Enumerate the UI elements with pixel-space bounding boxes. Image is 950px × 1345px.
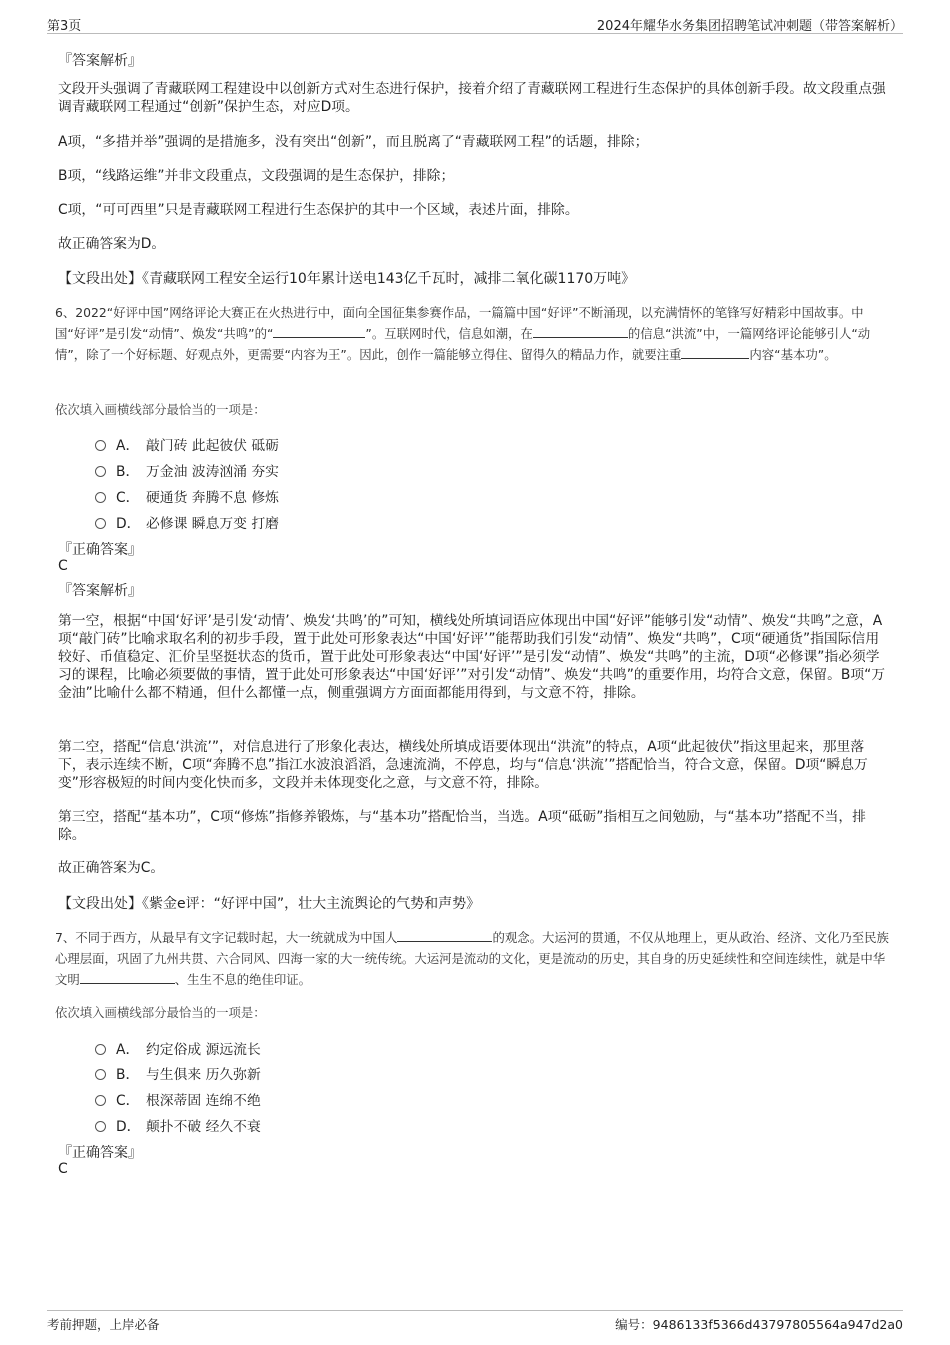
- question-6-instruction: 依次填入画横线部分最恰当的一项是：: [55, 402, 266, 417]
- radio-icon[interactable]: [95, 1095, 106, 1106]
- correct-answer: C: [58, 558, 68, 574]
- analysis-paragraph: 第三空，搭配“基本功”，C项“修炼”指修养锻炼，与“基本功”搭配恰当，当选。A项“砥砺”指相互之间勉励，与“基本功”搭配不当，排除。: [58, 809, 866, 843]
- q7-option-a[interactable]: A． 约定俗成 源远流长: [95, 1038, 261, 1058]
- analysis-label: 『答案解析』: [58, 583, 142, 599]
- document-id: 编号：9486133f5366d43797805564a947d2a0: [615, 1317, 903, 1332]
- analysis-paragraph: A项，“多措并举”强调的是措施多，没有突出“创新”，而且脱离了“青藏联网工程”的话题，排除；: [58, 134, 649, 150]
- q7-option-d[interactable]: D． 颠扑不破 经久不衰: [95, 1115, 261, 1135]
- analysis-paragraph: 第一空，根据“中国‘好评’是引发‘动情’、焕发‘共鸣’的”可知，横线处所填词语应体现出中国“好评”能够引发“动情”、焕发“共鸣”之意，A项“敲门砖”比喻求取名利的初步手段，置于此处可形象表达“中国‘好评’”能帮助我们引发“动情”、焕发“共鸣”，C项“硬通货”指国际信用较好、币值稳定、汇价呈坚挺状态的货币，置于此处可形象表达“中国‘好评’”是引发“动情”、焕发“共鸣”的主流，D项“必修课”指必须学习的课程，比喻必须要做的事情，置于此处可形象表达“中国‘好评’”对引发“动情”、焕发“共鸣”的重要作用，均符合文意，保留。B项“万金油”比喻什么都不精通，但什么都懂一点，侧重强调方方面面都能用得到，与文意不符，排除。: [58, 613, 886, 701]
- page-header: [47, 13, 903, 34]
- footer-slogan: 考前押题，上岸必备: [47, 1317, 160, 1332]
- document-title: 2024年耀华水务集团招聘笔试冲刺题（带答案解析）: [596, 19, 903, 34]
- radio-icon[interactable]: [95, 1044, 106, 1055]
- radio-icon[interactable]: [95, 492, 106, 503]
- source-citation: 【文段出处】《青藏联网工程安全运行10年累计送电143亿千瓦时，减排二氧化碳1170万吨》: [58, 271, 636, 287]
- q7-option-b[interactable]: B． 与生俱来 历久弥新: [95, 1063, 261, 1083]
- question-7-instruction: 依次填入画横线部分最恰当的一项是：: [55, 1005, 266, 1020]
- radio-icon[interactable]: [95, 466, 106, 477]
- radio-icon[interactable]: [95, 1069, 106, 1080]
- q6-option-a[interactable]: A． 敲门砖 此起彼伏 砥砺: [95, 434, 279, 454]
- correct-answer: C: [58, 1161, 68, 1177]
- q7-option-c[interactable]: C． 根深蒂固 连绵不绝: [95, 1089, 261, 1109]
- radio-icon[interactable]: [95, 440, 106, 451]
- source-citation: 【文段出处】《紫金e评：“好评中国”，壮大主流舆论的气势和声势》: [58, 896, 481, 912]
- analysis-paragraph: 文段开头强调了青藏联网工程建设中以创新方式对生态进行保护，接着介绍了青藏联网工程进行生态保护的具体创新手段。故文段重点强调青藏联网工程通过“创新”保护生态，对应D项。: [58, 81, 886, 115]
- analysis-paragraph: 故正确答案为D。: [58, 236, 166, 252]
- analysis-label: 『答案解析』: [58, 53, 142, 69]
- page-footer: [47, 1310, 903, 1333]
- analysis-paragraph: 故正确答案为C。: [58, 860, 165, 876]
- question-6-text: 6、2022“好评中国”网络评论大赛正在火热进行中，面向全国征集参赛作品，一篇篇中国“好评”不断涌现，以充满情怀的笔锋写好精彩中国故事。中国“好评”是引发“动情”、焕发“共鸣”的“ ”。互联网时代，信息如潮，在 的信息“洪流”中，一篇网络评论能够引人“动情”，除了一个好标题、好观点外，更需要“内容为王”。因此，创作一篇能够立得住、留得久的精品力作，就要注重 内容“基本功”。: [55, 305, 871, 362]
- analysis-paragraph: 第二空，搭配“信息‘洪流’”，对信息进行了形象化表达，横线处所填成语要体现出“洪流”的特点，A项“此起彼伏”指这里起来，那里落下，表示连续不断，C项“奔腾不息”指江水波浪滔滔，急速流淌，不停息，均与“信息‘洪流’”搭配恰当，符合文意，保留。D项“瞬息万变”形容极短的时间内变化快而多，文段并未体现变化之意，与文意不符，排除。: [58, 739, 868, 791]
- q6-option-c[interactable]: C． 硬通货 奔腾不息 修炼: [95, 486, 279, 506]
- page-number: 第3页: [47, 19, 82, 34]
- correct-answer-label: 『正确答案』: [58, 542, 142, 558]
- analysis-paragraph: B项，“线路运维”并非文段重点，文段强调的是生态保护，排除；: [58, 168, 455, 184]
- q6-option-d[interactable]: D． 必修课 瞬息万变 打磨: [95, 512, 279, 532]
- radio-icon[interactable]: [95, 518, 106, 529]
- radio-icon[interactable]: [95, 1121, 106, 1132]
- analysis-paragraph: C项，“可可西里”只是青藏联网工程进行生态保护的其中一个区域，表述片面，排除。: [58, 202, 579, 218]
- correct-answer-label: 『正确答案』: [58, 1145, 142, 1161]
- q6-option-b[interactable]: B． 万金油 波涛汹涌 夯实: [95, 460, 279, 480]
- question-7-text: 7、不同于西方，从最早有文字记载时起，大一统就成为中国人 的观念。大运河的贯通，不仅从地理上，更从政治、经济、文化乃至民族心理层面，巩固了九州共贯、六合同风、四海一家的大一统传统。大运河是流动的文化，更是流动的历史，其自身的历史延续性和空间连续性，就是中华文明 、生生不息的绝佳印证。: [55, 930, 889, 987]
